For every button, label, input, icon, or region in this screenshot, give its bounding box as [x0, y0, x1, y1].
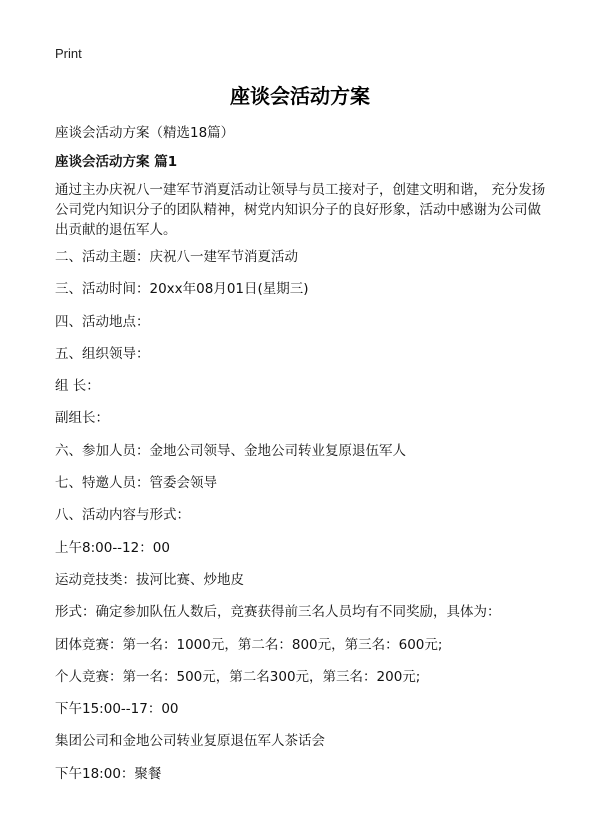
section-heading: 座谈会活动方案 篇1	[55, 154, 178, 170]
plan-line-individual-prizes: 个人竞赛：第一名：500元，第二名300元，第三名：200元;	[55, 668, 421, 685]
plan-line-participants: 六、参加人员：金地公司领导、金地公司转业复原退伍军人	[55, 442, 406, 459]
plan-line-team-prizes: 团体竞赛：第一名：1000元，第二名：800元，第三名：600元;	[55, 636, 443, 653]
plan-line-tea-party: 集团公司和金地公司转业复原退伍军人茶话会	[55, 733, 325, 750]
page-title: 座谈会活动方案	[230, 84, 370, 108]
plan-line-leadership: 五、组织领导：	[55, 345, 150, 362]
document-subtitle: 座谈会活动方案（精选18篇）	[55, 125, 235, 141]
plan-line-afternoon-time: 下午15:00--17：00	[55, 701, 179, 718]
intro-paragraph: 通过主办庆祝八一建军节消夏活动让领导与员工接对子，创建文明和谐， 充分发扬公司党内知识分子的团队精神，树党内知识分子的良好形象，活动中感谢为公司做出贡献的退伍军人。	[55, 182, 546, 238]
plan-line-deputy-leader: 副组长：	[55, 410, 109, 427]
plan-line-sports: 运动竞技类：拔河比赛、炒地皮	[55, 571, 244, 588]
plan-line-theme: 二、活动主题：庆祝八一建军节消夏活动	[55, 249, 298, 265]
plan-line-leader: 组 长：	[55, 378, 100, 395]
plan-line-location: 四、活动地点：	[55, 313, 150, 330]
plan-line-format: 形式：确定参加队伍人数后，竞赛获得前三名人员均有不同奖励，具体为：	[55, 604, 501, 621]
plan-line-dinner: 下午18:00：聚餐	[55, 765, 162, 782]
plan-line-morning-time: 上午8:00--12：00	[55, 539, 170, 556]
plan-line-content-format: 八、活动内容与形式：	[55, 507, 190, 524]
plan-line-invited-guests: 七、特邀人员：管委会领导	[55, 475, 217, 492]
plan-lines	[55, 246, 555, 795]
plan-line-time: 三、活动时间：20xx年08月01日(星期三)	[55, 281, 309, 298]
print-label: Print	[55, 46, 82, 61]
